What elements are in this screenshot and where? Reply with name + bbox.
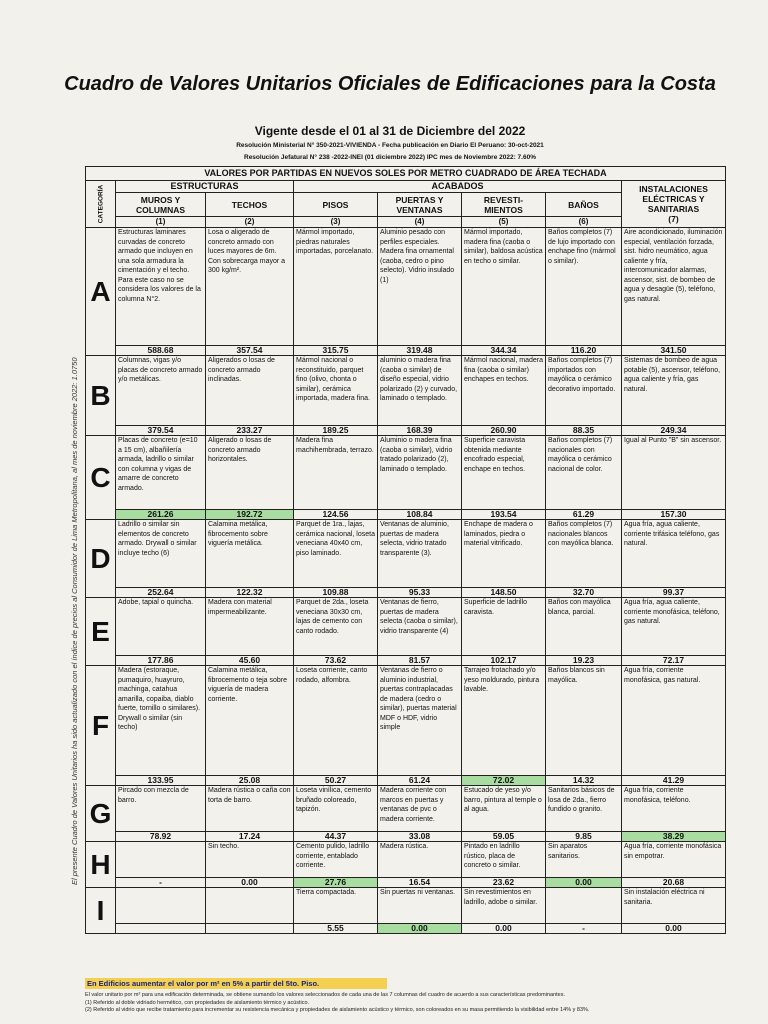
value-cell: 17.24 — [206, 832, 294, 842]
value-cell: 88.35 — [546, 426, 622, 436]
value-cell: 59.05 — [462, 832, 546, 842]
value-cell: 72.02 — [462, 776, 546, 786]
validity-line: Vigente desde el 01 al 31 de Diciembre del 2022 — [254, 124, 526, 138]
description-cell: Tarrajeo frotachado y/o yeso moldurado, pintura lavable. — [462, 666, 546, 776]
value-cell: 177.86 — [116, 656, 206, 666]
description-cell: Baños completos (7) de lujo importado con enchape fino (mármol o similar). — [546, 228, 622, 346]
description-cell: Losa o aligerado de concreto armado con luces mayores de 6m. Con sobrecarga mayor a 300 kg/m². — [206, 228, 294, 346]
description-cell: Sanitarios básicos de losa de 2da., fierro fundido o granito. — [546, 786, 622, 832]
value-cell: 148.50 — [462, 588, 546, 598]
description-cell: Madera (estoraque, pumaquiro, huayruro, machinga, catahua amarilla, copaiba, diablo fuerte, tornillo o similares). Drywall o similar (sin techo) — [116, 666, 206, 776]
description-cell: Parquet de 2da., loseta veneciana 30x30 cm, lajas de cemento con canto rodado. — [294, 598, 378, 656]
col-header: PUERTAS Y VENTANAS — [378, 193, 462, 217]
description-cell: Baños completos (7) nacionales blancos con mayólica blanca. — [546, 520, 622, 588]
note-line: (2) Referido al vidrio que recibe tratamiento para incrementar su resistencia mecánica y propiedades de aislamiento acústico y térmico, son coloreados en su masa permitiendo la visibilidad entre 14% y 83%. — [85, 1007, 590, 1013]
value-cell: 189.25 — [294, 426, 378, 436]
description-cell: Superficie de ladrillo caravista. — [462, 598, 546, 656]
description-cell: Aligerados o losas de concreto armado inclinadas. — [206, 356, 294, 426]
description-cell: Parquet de 1ra., lajas, cerámica nacional, loseta veneciana 40x40 cm, piso laminado. — [294, 520, 378, 588]
description-cell: Sistemas de bombeo de agua potable (5), ascensor, teléfono, agua caliente y fría, gas natural. — [622, 356, 726, 426]
value-cell: 0.00 — [206, 878, 294, 888]
value-cell: 260.90 — [462, 426, 546, 436]
description-cell: Agua fría, corriente monofásica, teléfono. — [622, 786, 726, 832]
category-header: CATEGORÍA — [86, 181, 116, 228]
col-header: PISOS — [294, 193, 378, 217]
category-letter: A — [86, 228, 116, 356]
col-header: REVESTI- MIENTOS — [462, 193, 546, 217]
category-letter: D — [86, 520, 116, 598]
col-num: (3) — [294, 217, 378, 228]
description-cell: Agua fría, corriente monofásica, gas natural. — [622, 666, 726, 776]
value-cell: 72.17 — [622, 656, 726, 666]
description-cell: Madera rústica. — [378, 842, 462, 878]
description-cell: Loseta vinílica, cemento bruñado coloreado, tapizón. — [294, 786, 378, 832]
value-cell: 5.55 — [294, 924, 378, 934]
page-title: Cuadro de Valores Unitarios Oficiales de Edificaciones para la Costa — [64, 73, 716, 95]
value-cell: 249.34 — [622, 426, 726, 436]
value-cell: 261.26 — [116, 510, 206, 520]
value-cell: 0.00 — [622, 924, 726, 934]
description-cell: Mármol importado, piedras naturales importadas, porcelanato. — [294, 228, 378, 346]
description-cell: Baños completos (7) nacionales con mayólica o cerámico nacional de color. — [546, 436, 622, 510]
description-cell: Baños blancos sin mayólica. — [546, 666, 622, 776]
group-instalaciones: INSTALACIONES ELÉCTRICAS Y SANITARIAS (7) — [622, 181, 726, 228]
note-line: El valor unitario por m² para una edificación determinada, se obtiene sumando los valores seleccionados de cada una de las 7 columnas del cuadro de acuerdo a sus características predominantes. — [85, 992, 565, 998]
description-cell: Madera fina machihembrada, terrazo. — [294, 436, 378, 510]
description-cell: Mármol nacional o reconstituido, parquet fino (olivo, chonta o similar), cerámica importada, madera fina. — [294, 356, 378, 426]
description-cell: Cemento pulido, ladrillo corriente, entablado corriente. — [294, 842, 378, 878]
value-cell: 193.54 — [462, 510, 546, 520]
value-cell — [116, 924, 206, 934]
value-cell: 233.27 — [206, 426, 294, 436]
value-cell: 0.00 — [378, 924, 462, 934]
value-cell: 122.32 — [206, 588, 294, 598]
value-cell: 116.20 — [546, 346, 622, 356]
description-cell: Enchape de madera o laminados, piedra o material vitrificado. — [462, 520, 546, 588]
description-cell: Madera corriente con marcos en puertas y ventanas de pvc o madera corriente. — [378, 786, 462, 832]
description-cell: Madera rústica o caña con torta de barro. — [206, 786, 294, 832]
description-cell: Calamina metálica, fibrocemento sobre viguería metálica. — [206, 520, 294, 588]
description-cell: Placas de concreto (e=10 a 15 cm), albañilería armada, ladrillo o similar con columna y vigas de amarre de concreto armado. — [116, 436, 206, 510]
value-cell: 344.34 — [462, 346, 546, 356]
category-letter: I — [86, 888, 116, 934]
description-cell: Aluminio o madera fina (caoba o similar), vidrio tratado polarizado (2), laminado o templado. — [378, 436, 462, 510]
value-cell: 41.29 — [622, 776, 726, 786]
value-cell: 32.70 — [546, 588, 622, 598]
description-cell: Pircado con mezcla de barro. — [116, 786, 206, 832]
value-cell: 102.17 — [462, 656, 546, 666]
col-header: MUROS Y COLUMNAS — [116, 193, 206, 217]
value-cell: 16.54 — [378, 878, 462, 888]
col-header: BAÑOS — [546, 193, 622, 217]
resolution-ministerial: Resolución Ministerial N° 350-2021-VIVIENDA - Fecha publicación en Diario El Peruano: 30-oct-2021 — [236, 142, 544, 149]
note-line: (1) Referido al doble vidriado hermético, con propiedades de aislamiento térmico y acústico. — [85, 999, 310, 1006]
description-cell: Agua fría, agua caliente, corriente monofásica, teléfono, gas natural. — [622, 598, 726, 656]
category-letter: E — [86, 598, 116, 666]
description-cell: Pintado en ladrillo rústico, placa de concreto o similar. — [462, 842, 546, 878]
category-letter: F — [86, 666, 116, 786]
value-cell: 379.54 — [116, 426, 206, 436]
description-cell: Aluminio pesado con perfiles especiales. Madera fina ornamental (caoba, cedro o pino selecto). Vidrio insulado (1) — [378, 228, 462, 346]
value-cell: 19.23 — [546, 656, 622, 666]
description-cell: Loseta corriente, canto rodado, alfombra. — [294, 666, 378, 776]
description-cell: Ladrillo o similar sin elementos de concreto armado. Drywall o similar incluye techo (6) — [116, 520, 206, 588]
value-cell: - — [116, 878, 206, 888]
description-cell: Estucado de yeso y/o barro, pintura al temple o al agua. — [462, 786, 546, 832]
col-header: TECHOS — [206, 193, 294, 217]
table-main-header: VALORES POR PARTIDAS EN NUEVOS SOLES POR METRO CUADRADO DE ÁREA TECHADA — [86, 167, 726, 181]
value-cell: 78.92 — [116, 832, 206, 842]
description-cell: Madera con material impermeabilizante. — [206, 598, 294, 656]
group-acabados: ACABADOS — [294, 181, 622, 193]
col-num: (6) — [546, 217, 622, 228]
description-cell — [546, 888, 622, 924]
value-cell: 23.62 — [462, 878, 546, 888]
group-estructuras: ESTRUCTURAS — [116, 181, 294, 193]
col-num: (7) — [668, 214, 679, 224]
description-cell: Agua fría, agua caliente, corriente trifásica teléfono, gas natural. — [622, 520, 726, 588]
description-cell: Sin instalación eléctrica ni sanitaria. — [622, 888, 726, 924]
description-cell — [116, 842, 206, 878]
value-cell: 50.27 — [294, 776, 378, 786]
description-cell: Estructuras laminares curvadas de concreto armado que incluyen en una sola armadura la cimentación y el techo. Para este caso no se considera los valores de la columna N°2. — [116, 228, 206, 346]
value-cell: 133.95 — [116, 776, 206, 786]
value-cell: 81.57 — [378, 656, 462, 666]
description-cell: Ventanas de aluminio, puertas de madera selecta, vidrio tratado transparente (3). — [378, 520, 462, 588]
category-letter: B — [86, 356, 116, 436]
description-cell: Baños con mayólica blanca, parcial. — [546, 598, 622, 656]
value-cell: 108.84 — [378, 510, 462, 520]
value-cell: 20.68 — [622, 878, 726, 888]
value-cell: 192.72 — [206, 510, 294, 520]
value-cell: 95.33 — [378, 588, 462, 598]
value-cell: 0.00 — [546, 878, 622, 888]
description-cell: Aire acondicionado, iluminación especial, ventilación forzada, sist. hidro neumático, agua caliente y fría, intercomunicador alarmas, ascensor, sist. de bombeo de agua y desagüe (5), teléfono, gas natural. — [622, 228, 726, 346]
value-cell: 315.75 — [294, 346, 378, 356]
footnote-bar: En Edificios aumentar el valor por m² en 5% a partir del 5to. Piso. — [85, 978, 387, 989]
value-cell: 25.08 — [206, 776, 294, 786]
description-cell: Sin revestimientos en ladrillo, adobe o similar. — [462, 888, 546, 924]
category-letter: G — [86, 786, 116, 842]
value-cell: 588.68 — [116, 346, 206, 356]
value-cell: 168.39 — [378, 426, 462, 436]
value-cell: 341.50 — [622, 346, 726, 356]
description-cell: Agua fría, corriente monofásica sin empotrar. — [622, 842, 726, 878]
value-cell: 38.29 — [622, 832, 726, 842]
value-cell: 157.30 — [622, 510, 726, 520]
description-cell: Baños completos (7) importados con mayólica o cerámico decorativo importado. — [546, 356, 622, 426]
description-cell: Sin puertas ni ventanas. — [378, 888, 462, 924]
description-cell — [116, 888, 206, 924]
description-cell: aluminio o madera fina (caoba o similar) de diseño especial, vidrio polarizado (2) y curvado, laminado o templado. — [378, 356, 462, 426]
description-cell: Columnas, vigas y/o placas de concreto armado y/o metálicas. — [116, 356, 206, 426]
notes — [85, 992, 725, 1015]
value-cell: 61.24 — [378, 776, 462, 786]
value-cell: 27.76 — [294, 878, 378, 888]
description-cell: Calamina metálica, fibrocemento o teja sobre viguería de madera corriente. — [206, 666, 294, 776]
description-cell: Igual al Punto "B" sin ascensor. — [622, 436, 726, 510]
col-num: (5) — [462, 217, 546, 228]
value-cell: 33.08 — [378, 832, 462, 842]
description-cell: Mármol nacional, madera fina (caoba o similar) enchapes en techos. — [462, 356, 546, 426]
description-cell: Aligerado o losas de concreto armado horizontales. — [206, 436, 294, 510]
description-cell: Ventanas de fierro, puertas de madera selecta (caoba o similar), vidrio transparente (4) — [378, 598, 462, 656]
value-cell — [206, 924, 294, 934]
value-cell: 99.37 — [622, 588, 726, 598]
value-cell: 0.00 — [462, 924, 546, 934]
value-cell: 61.29 — [546, 510, 622, 520]
description-cell: Sin aparatos sanitarios. — [546, 842, 622, 878]
value-cell: 44.37 — [294, 832, 378, 842]
value-cell: 9.85 — [546, 832, 622, 842]
description-cell: Adobe, tapial o quincha. — [116, 598, 206, 656]
value-cell: - — [546, 924, 622, 934]
col-num: (2) — [206, 217, 294, 228]
col-num: (1) — [116, 217, 206, 228]
description-cell: Mármol importado, madera fina (caoba o similar), baldosa acústica en techo o similar. — [462, 228, 546, 346]
value-cell: 252.64 — [116, 588, 206, 598]
value-cell: 45.60 — [206, 656, 294, 666]
value-cell: 357.54 — [206, 346, 294, 356]
resolution-jefatural: Resolución Jefatural N° 238 -2022-INEI (01 diciembre 2022) IPC mes de Noviembre 2022: 7.60% — [244, 154, 536, 161]
value-cell: 14.32 — [546, 776, 622, 786]
description-cell: Superficie caravista obtenida mediante encofrado especial, enchape en techos. — [462, 436, 546, 510]
value-cell: 319.48 — [378, 346, 462, 356]
description-cell: Ventanas de fierro o aluminio industrial, puertas contraplacadas de madera (cedro o similar), puertas material MDF o HDF, vidrio simple — [378, 666, 462, 776]
value-cell: 109.88 — [294, 588, 378, 598]
description-cell: Tierra compactada. — [294, 888, 378, 924]
description-cell — [206, 888, 294, 924]
value-cell: 73.62 — [294, 656, 378, 666]
category-letter: C — [86, 436, 116, 520]
category-letter: H — [86, 842, 116, 888]
values-table — [85, 166, 726, 934]
description-cell: Sin techo. — [206, 842, 294, 878]
side-note: El presente Cuadro de Valores Unitarios ha sido actualizado con el índice de precios al Consumidor de Lima Metropolitana, al mes de noviembre 2022: 1.0750 — [70, 357, 79, 885]
col-num: (4) — [378, 217, 462, 228]
value-cell: 124.56 — [294, 510, 378, 520]
